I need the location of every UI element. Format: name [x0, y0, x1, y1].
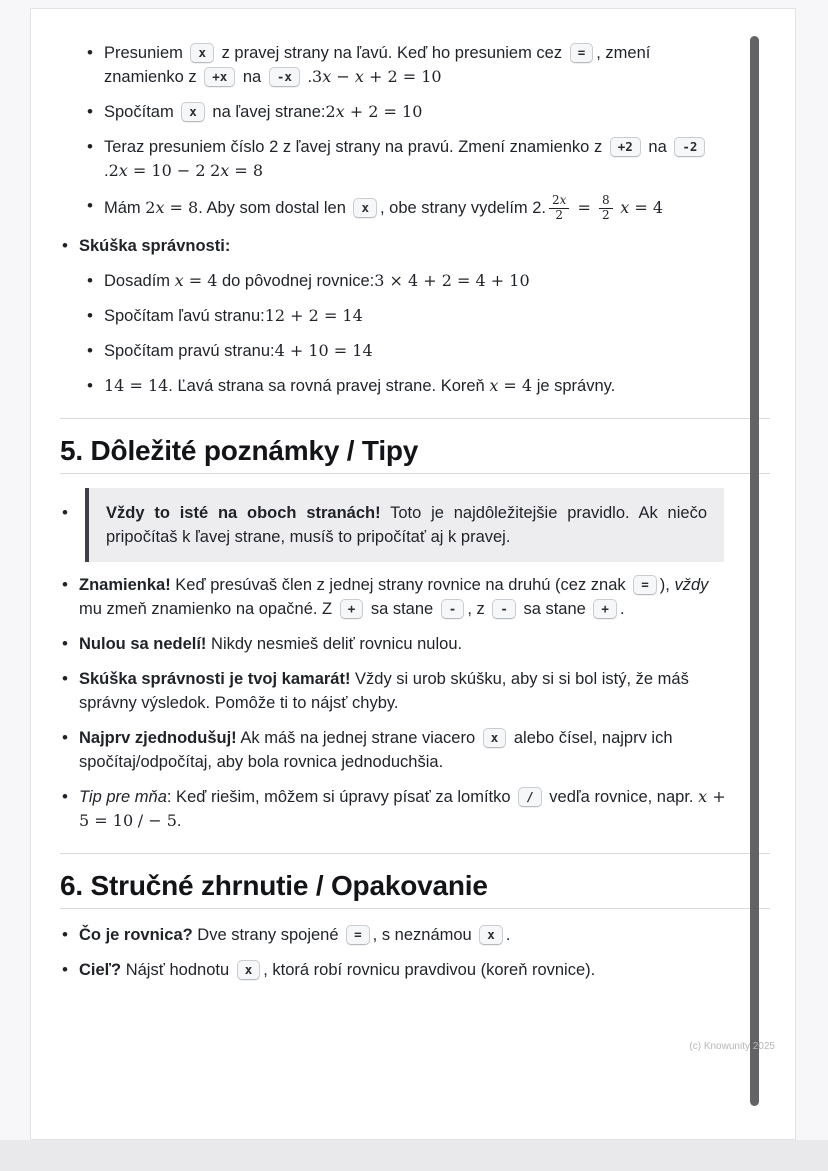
inline-key: +x [204, 67, 235, 87]
math-expression: 2x = 8 [210, 161, 264, 180]
document-page [30, 8, 796, 1140]
page-gutter [0, 1140, 828, 1171]
bold-text: Cieľ? [79, 960, 122, 979]
inline-key: -x [269, 67, 300, 87]
inline-key: / [518, 787, 542, 807]
bold-text: Nulou sa nedelí! [79, 634, 207, 653]
section-heading: 5. Dôležité poznámky / Tipy [60, 439, 770, 474]
math-expression: 2x = 8 [145, 197, 199, 217]
list-item: • Cieľ? Nájsť hodnotu x , ktorá robí rovnicu pravdivou (koreň rovnice). [62, 958, 770, 982]
list-item: • Teraz presuniem číslo 2 z ľavej strany na pravú. Zmení znamienko z +2 na -2 .2x = 10 − 2 2x = 8 [87, 135, 770, 183]
list-item: • Mám 2x = 8. Aby som dostal len x , obe strany vydelím 2. $\frac{2x}{2}$ = $\frac{8}{2}$ x = 4 [87, 194, 770, 223]
bold-text: Skúška správnosti je tvoj kamarát! [79, 669, 351, 688]
list-item: • Spočítam x na ľavej strane:2x + 2 = 10 [87, 100, 770, 124]
list-item [62, 488, 770, 562]
math-expression: 14 = 14 [104, 375, 169, 395]
scrollbar-thumb[interactable] [750, 36, 759, 1106]
list-item: • Presuniem x z pravej strany na ľavú. Keď ho presuniem cez = , zmení znamienko z +x na -x .3x − x + 2 = 10 [87, 41, 770, 89]
math-expression: / − 5 [137, 810, 177, 830]
italic-text: vždy [674, 575, 709, 594]
list-item: • Čo je rovnica? Dve strany spojené = , s neznámou x . [62, 923, 770, 947]
inline-key: x [353, 198, 377, 218]
math-expression: = [572, 197, 597, 217]
inline-key: + [340, 599, 364, 619]
list-item: • Znamienka! Keď presúvaš člen z jednej strany rovnice na druhú (cez znak = ), vždy mu zmeň znamienko na opačné. Z + sa stane - , z - sa stane + . [62, 573, 770, 621]
math-expression: 3 × 4 + 2 = 4 + 10 [374, 270, 530, 290]
math-fraction: $\frac{8}{2}$ [599, 194, 613, 223]
list-item: • Tip pre mňa: Keď riešim, môžem si úpravy písať za lomítko / vedľa rovnice, napr. x + 5 = 10 / − 5. [62, 785, 770, 833]
math-expression: x = 4 [620, 197, 664, 217]
list-item: • Dosadím x = 4 do pôvodnej rovnice:3 × 4 + 2 = 4 + 10 [87, 269, 770, 293]
list-item: • Skúška správnosti je tvoj kamarát! Vždy si urob skúšku, aby si si bol istý, že máš správny výsledok. Pomôže ti to nájsť chyby. [62, 667, 770, 715]
math-expression: x = 4 [489, 375, 533, 395]
section-heading: 6. Stručné zhrnutie / Opakovanie [60, 874, 770, 909]
section-divider [60, 418, 770, 419]
math-expression: 2x = 10 − 2 [108, 161, 206, 180]
math-expression: 12 + 2 = 14 [264, 305, 363, 325]
watermark: (c) Knowunity 2025 [689, 1041, 775, 1052]
document-content [60, 41, 770, 993]
inline-key: +2 [610, 137, 641, 157]
math-expression: 2x + 2 = 10 [325, 102, 423, 121]
list-item: • Spočítam pravú stranu:4 + 10 = 14 [87, 339, 770, 363]
inline-key: + [593, 599, 617, 619]
inline-key: = [633, 575, 657, 595]
inline-key: - [492, 599, 516, 619]
inline-key: -2 [674, 137, 705, 157]
bold-text: Vždy to isté na oboch stranách! [106, 503, 381, 522]
list-item: • Najprv zjednodušuj! Ak máš na jednej strane viacero x alebo čísel, najprv ich spočítaj/odpočítaj, aby bola rovnica jednoduchšia. [62, 726, 770, 774]
math-expression: 4 + 10 = 14 [274, 340, 373, 360]
italic-text: Tip pre mňa [79, 787, 167, 806]
bold-text: Skúška správnosti: [79, 236, 231, 255]
inline-key: x [479, 925, 503, 945]
inline-key: x [483, 728, 507, 748]
list-item: • Nulou sa nedelí! Nikdy nesmieš deliť rovnicu nulou. [62, 632, 770, 656]
bold-text: Čo je rovnica? [79, 925, 193, 944]
callout-quote: • Vždy to isté na oboch stranách! Toto je najdôležitejšie pravidlo. Ak niečo pripočítaš k ľavej strane, musíš to pripočítať aj k pravej. [85, 488, 724, 562]
section-divider [60, 853, 770, 854]
inline-key: x [237, 960, 261, 980]
bold-text: Znamienka! [79, 575, 171, 594]
math-expression: x = 4 [174, 270, 218, 290]
inline-key: x [181, 102, 205, 122]
list-item: • Spočítam ľavú stranu:12 + 2 = 14 [87, 304, 770, 328]
list-item [62, 234, 770, 258]
inline-key: - [441, 599, 465, 619]
math-expression: 3x − x + 2 = 10 [312, 67, 442, 86]
inline-key: = [570, 43, 594, 63]
inline-key: x [190, 43, 214, 63]
math-expression: x + 5 = 10 [79, 786, 726, 830]
bold-text: Najprv zjednodušuj! [79, 728, 237, 747]
inline-key: = [346, 925, 370, 945]
math-fraction: $\frac{2x}{2}$ [549, 194, 569, 223]
list-item: • 14 = 14. Ľavá strana sa rovná pravej strane. Koreň x = 4 je správny. [87, 374, 770, 398]
